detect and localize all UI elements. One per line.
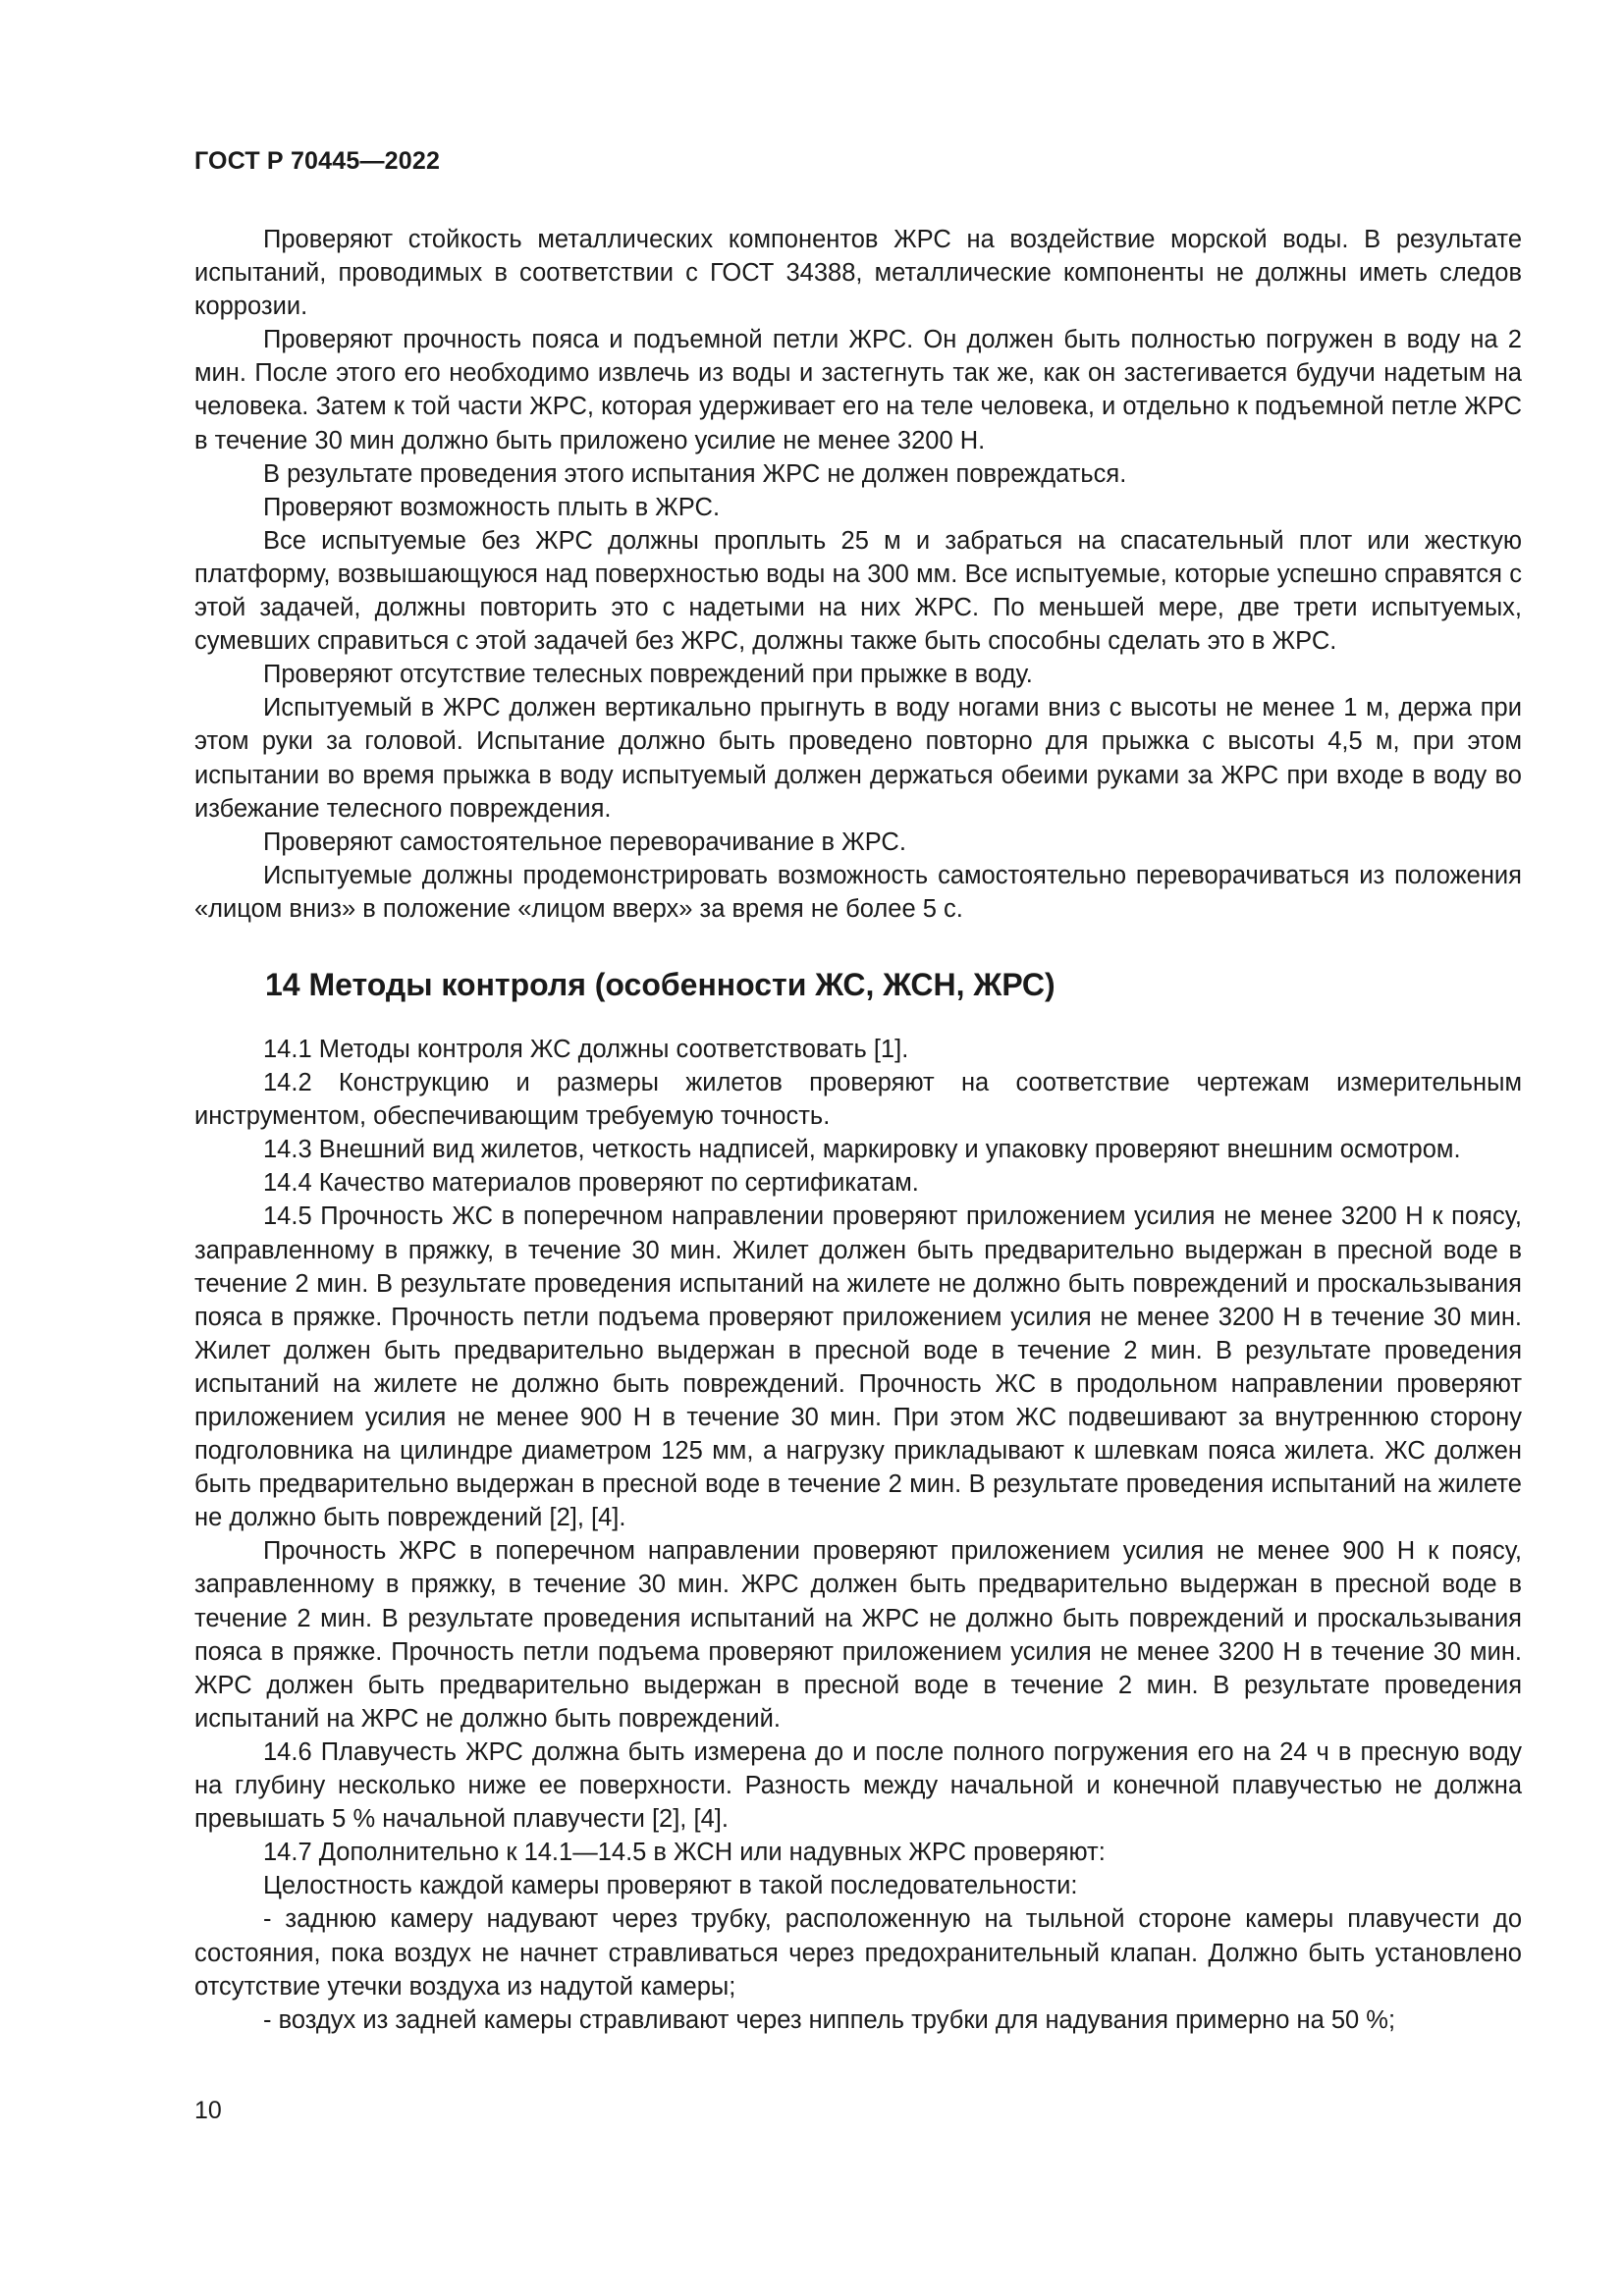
paragraph: В результате проведения этого испытания ЖРС не должен повреждаться. — [263, 459, 1127, 488]
paragraph-14-2: 14.2 Конструкцию и размеры жилетов проверяют на соответствие чертежам измерительным инструментом, обеспечивающим требуемую точность. — [194, 1069, 1522, 1131]
paragraph: Целостность каждой камеры проверяют в такой последовательности: — [263, 1872, 1078, 1900]
paragraph-14-4: 14.4 Качество материалов проверяют по сертификатам. — [263, 1169, 919, 1198]
paragraph: Проверяют отсутствие телесных повреждений при прыжке в воду. — [263, 661, 1033, 689]
paragraph-14-7: 14.7 Дополнительно к 14.1—14.5 в ЖСН или надувных ЖРС проверяют: — [263, 1839, 1106, 1867]
document-body — [194, 223, 1522, 2037]
paragraph: Проверяют возможность плыть в ЖРС. — [263, 493, 721, 521]
list-item: - заднюю камеру надувают через трубку, расположенную на тыльной стороне камеры плавучести до состояния, пока воздух не начнет стравливаться через предохранительный клапан. Должно быть установлено отсутствие утечки воздуха из надутой камеры; — [194, 1905, 1522, 2001]
paragraph: Прочность ЖРС в поперечном направлении проверяют приложением усилия не менее 900 Н к поясу, заправленному в пряжку, в течение 30 мин. ЖРС должен быть предварительно выдержан в пресной воде в течение 2 мин. В результате проведения испытаний на ЖРС не должно быть повреждений и проскальзывания пояса в пряжке. Прочность петли подъема проверяют приложением усилия не менее 3200 Н в течение 30 мин. ЖРС должен быть предварительно выдержан в пресной воде в течение 2 мин. В результате проведения испытаний на ЖРС не должно быть повреждений. — [194, 1537, 1522, 1733]
paragraph: Все испытуемые без ЖРС должны проплыть 25 м и забраться на спасательный плот или жесткую платформу, возвышающуюся над поверхностью воды на 300 мм. Все испытуемые, которые успешно справятся с этой задачей, должны повторить это с надетыми на них ЖРС. По меньшей мере, две трети испытуемых, сумевших справиться с этой задачей без ЖРС, должны также быть способны сделать это в ЖРС. — [194, 526, 1522, 656]
section-heading: 14 Методы контроля (особенности ЖС, ЖСН, ЖРС) — [265, 966, 1056, 1002]
page-number: 10 — [194, 2097, 222, 2124]
paragraph: Проверяют стойкость металлических компонентов ЖРС на воздействие морской воды. В результате испытаний, проводимых в соответствии с ГОСТ 34388, металлические компоненты не должны иметь следов коррозии. — [194, 226, 1522, 321]
document-header: ГОСТ Р 70445—2022 — [194, 147, 441, 175]
paragraph: Проверяют прочность пояса и подъемной петли ЖРС. Он должен быть полностью погружен в воду на 2 мин. После этого его необходимо извлечь из воды и застегнуть так же, как он застегивается будучи надетым на человека. Затем к той части ЖРС, которая удерживает его на теле человека, и отдельно к подъемной петле ЖРС в течение 30 мин должно быть приложено усилие не менее 3200 Н. — [194, 326, 1522, 454]
paragraph-14-1: 14.1 Методы контроля ЖС должны соответствовать [1]. — [263, 1035, 909, 1063]
paragraph: Проверяют самостоятельное переворачивание в ЖРС. — [263, 828, 906, 856]
paragraph-14-5: 14.5 Прочность ЖС в поперечном направлении проверяют приложением усилия не менее 3200 Н к поясу, заправленному в пряжку, в течение 30 мин. Жилет должен быть предварительно выдержан в пресной воде в течение 2 мин. В результате проведения испытаний на жилете не должно быть повреждений и проскальзывания пояса в пряжке. Прочность петли подъема проверяют приложением усилия не менее 3200 Н в течение 30 мин. Жилет должен быть предварительно выдержан в пресной воде в течение 2 мин. В результате проведения испытаний на жилете не должно быть повреждений. Прочность ЖС в продольном направлении проверяют приложением усилия не менее 900 Н в течение 30 мин. При этом ЖС подвешивают за внутреннюю сторону подголовника на цилиндре диаметром 125 мм, а нагрузку прикладывают к шлевкам пояса жилета. ЖС должен быть предварительно выдержан в пресной воде в течение 2 мин. В результате проведения испытаний на жилете не должно быть повреждений [2], [4]. — [194, 1202, 1522, 1532]
paragraph-14-3: 14.3 Внешний вид жилетов, четкость надписей, маркировку и упаковку проверяют внешним осмотром. — [263, 1136, 1461, 1164]
paragraph-14-6: 14.6 Плавучесть ЖРС должна быть измерена до и после полного погружения его на 24 ч в пресную воду на глубину несколько ниже ее поверхности. Разность между начальной и конечной плавучестью не должна превышать 5 % начальной плавучести [2], [4]. — [194, 1737, 1522, 1834]
paragraph: Испытуемый в ЖРС должен вертикально прыгнуть в воду ногами вниз с высоты не менее 1 м, держа при этом руки за головой. Испытание должно быть проведено повторно для прыжка с высоты 4,5 м, при этом испытании во время прыжка в воду испытуемый должен держаться обеими руками за ЖРС при входе в воду во избежание телесного повреждения. — [194, 694, 1522, 823]
list-item: - воздух из задней камеры стравливают через ниппель трубки для надувания примерно на 50 %; — [263, 2005, 1396, 2034]
paragraph: Испытуемые должны продемонстрировать возможность самостоятельно переворачиваться из положения «лицом вниз» в положение «лицом вверх» за время не более 5 с. — [194, 861, 1522, 923]
